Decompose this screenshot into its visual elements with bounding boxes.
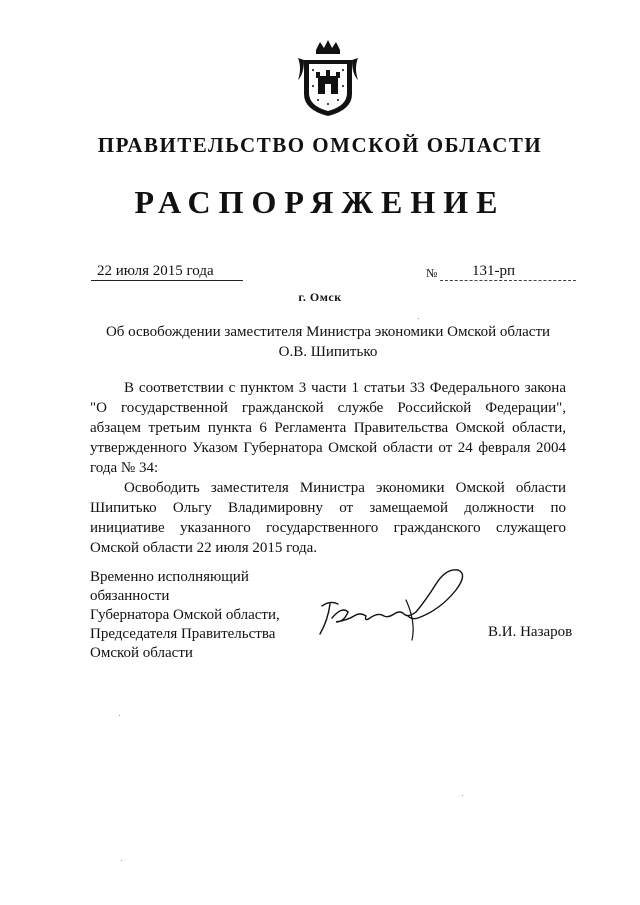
document-number: 131-рп xyxy=(440,262,576,281)
coat-of-arms-emblem xyxy=(296,38,360,118)
scan-speck xyxy=(119,715,120,716)
number-label: № xyxy=(426,266,438,280)
signatory-name: В.И. Назаров xyxy=(488,624,573,640)
handwritten-signature xyxy=(308,560,478,648)
document-body xyxy=(90,378,566,558)
scan-speck xyxy=(121,860,122,861)
subject-line-1: Об освобождении заместителя Министра экономики Омской области xyxy=(105,324,551,340)
position-line-1: Временно исполняющий обязанности xyxy=(90,569,249,604)
scan-speck xyxy=(462,795,463,796)
document-subject xyxy=(90,322,566,362)
position-line-2: Губернатора Омской области, xyxy=(90,607,280,623)
document-type-title: РАСПОРЯЖЕНИЕ xyxy=(134,184,506,220)
organization-title: ПРАВИТЕЛЬСТВО ОМСКОЙ ОБЛАСТИ xyxy=(97,133,543,157)
signatory-position xyxy=(90,568,330,663)
position-line-4: Омской области xyxy=(90,645,193,661)
document-date: 22 июля 2015 года xyxy=(91,262,243,281)
body-paragraph-2: Освободить заместителя Министра экономики Омской области Шипитько Ольгу Владимировну от замещаемой должности по инициативе указанного государственного гражданского служащего Омской области 22 июля 2015 года. xyxy=(90,480,566,556)
scan-speck xyxy=(418,318,419,319)
subject-line-2: О.В. Шипитько xyxy=(278,344,378,360)
position-line-3: Председателя Правительства xyxy=(90,626,276,642)
city-label: г. Омск xyxy=(298,290,342,304)
body-paragraph-1: В соответствии с пунктом 3 части 1 статьи 33 Федерального закона "О государственной гражданской службе Российской Федерации", абзацем третьим пункта 6 Регламента Правительства Омской области, утвержденного Указом Губернатора Омской области от 24 февраля 2004 года № 34: xyxy=(90,380,566,476)
